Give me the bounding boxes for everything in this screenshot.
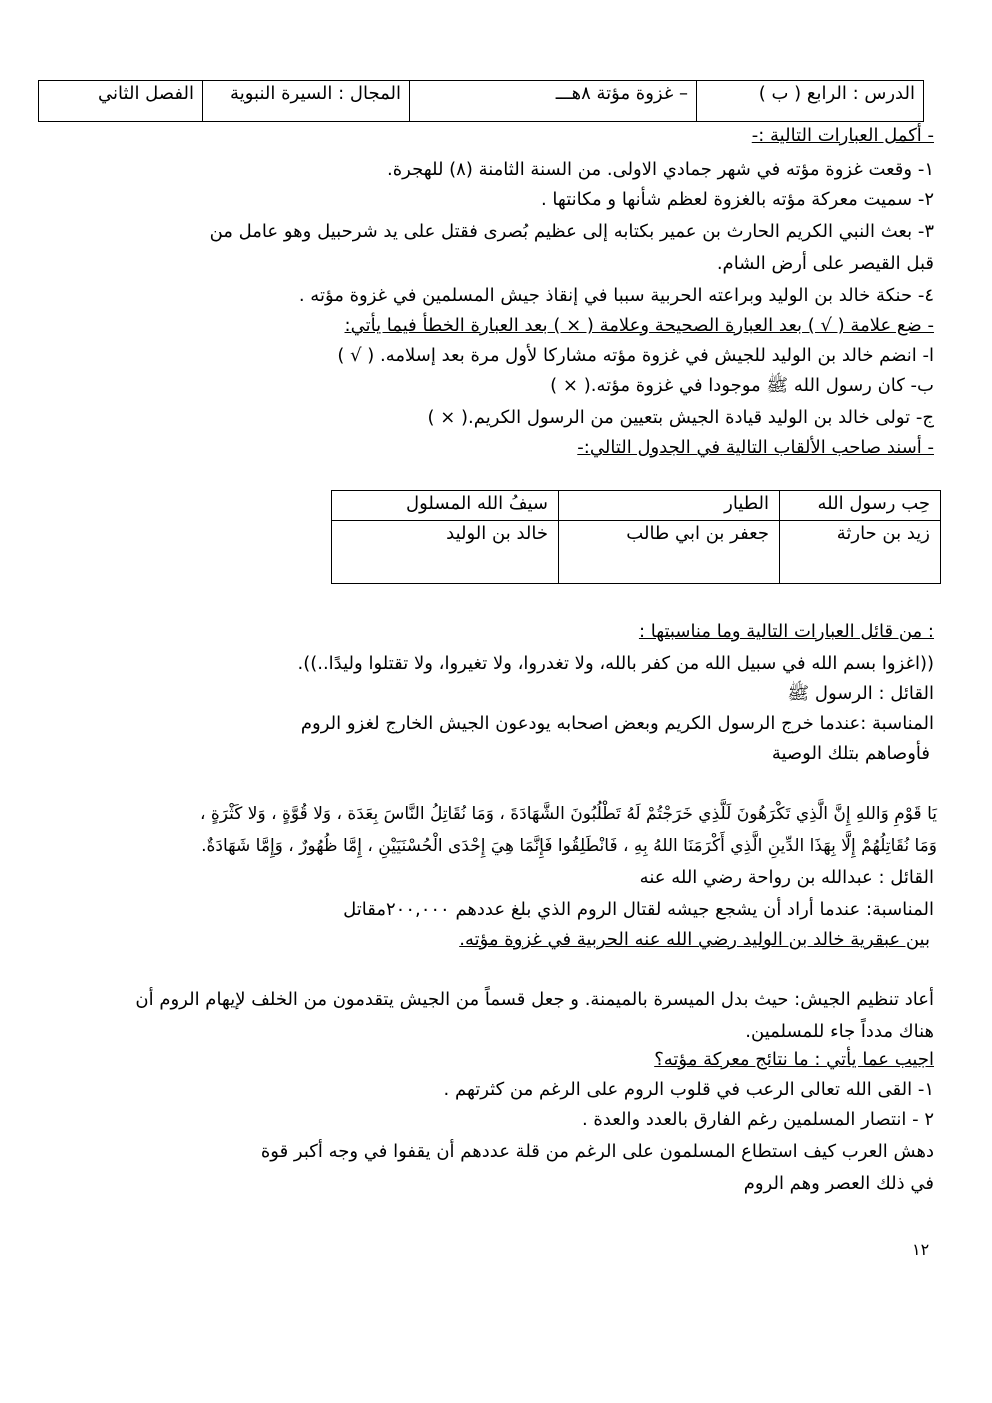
section5-answer-line1: أعاد تنظيم الجيش: حيث بدل الميسرة بالميمنة. و جعل قسماً من الجيش يتقدمون من الخلف لإيهام الروم أن [135, 989, 934, 1010]
section1-q3-line1: ٣- بعث النبي الكريم الحارث بن عمير بكتابه إلى عظيم بُصرى فقتل على يد شرحبيل وهو عامل من [209, 221, 934, 242]
section2-item-a: ا- انضم خالد بن الوليد للجيش في غزوة مؤته مشاركا لأول مرة بعد إسلامه. ( √ ) [337, 345, 934, 366]
section1-q3-line2: قبل القيصر على أرض الشام. [716, 253, 934, 274]
titles-header-cell: سيفُ الله المسلول [332, 491, 559, 521]
quote2-line1: يَا قَوْمِ وَاللهِ إِنَّ الَّذِي تَكْرَهُونَ لَلَّذِي خَرَجْتُمْ لَهُ تَطْلُبُونَ الشَّهَادَةَ ، وَمَا نُقَاتِلُ النَّاسَ بِعَدَة ، وَلا قُوَّةٍ ، وَلا كَثْرَةٍ ، [199, 804, 937, 824]
occasion1-line1: المناسبة :عندما خرج الرسول الكريم وبعض اصحابه يودعون الجيش الخارج لغزو الروم [300, 713, 934, 734]
section1-q2: ٢- سميت معركة مؤته بالغزوة لعظم شأنها و مكانتها . [540, 189, 934, 210]
topic-cell: – غزوة مؤتة ٨هـــ [410, 81, 697, 122]
section1-q4: ٤- حنكة خالد بن الوليد وبراعته الحربية سببا في إنقاذ جيش المسلمين في غزوة مؤته . [298, 285, 934, 306]
titles-answer-cell: جعفر بن ابي طالب [559, 521, 780, 584]
lesson-header-table [38, 80, 924, 122]
semester-cell: الفصل الثاني [39, 81, 203, 122]
section5-title: بين عبقرية خالد بن الوليد رضي الله عنه الحربية في غزوة مؤته. [459, 929, 930, 950]
section1-q1: ١- وقعت غزوة مؤته في شهر جمادي الاولى. من السنة الثامنة (٨) للهجرة. [386, 159, 934, 180]
speaker1: القائل : الرسول ﷺ [787, 683, 934, 704]
occasion1-line2: فأوصاهم بتلك الوصية [771, 743, 930, 764]
section3-title: - أسند صاحب الألقاب التالية في الجدول التالي:- [577, 437, 934, 458]
titles-table [331, 490, 941, 584]
domain-cell: المجال : السيرة النبوية [203, 81, 410, 122]
quote1: ((اغزوا بسم الله في سبيل الله من كفر بالله، ولا تغدروا، ولا تغيروا، ولا تقتلوا وليدًا..)). [297, 653, 934, 674]
section4-title: : من قائل العبارات التالية وما مناسبتها : [638, 621, 934, 642]
section1-title: - أكمل العبارات التالية :- [751, 125, 934, 146]
section2-item-b: ب- كان رسول الله ﷺ موجودا في غزوة مؤته.( × ) [550, 375, 934, 396]
section6-title: اجيب عما يأتي : ما نتائج معركة مؤته؟ [654, 1049, 934, 1070]
section6-result2: ٢ - انتصار المسلمين رغم الفارق بالعدد والعدة . [581, 1109, 934, 1130]
lesson-cell: الدرس : الرابع ( ب ) [697, 81, 924, 122]
section2-title: - ضع علامة ( √ ) بعد العبارة الصحيحة وعلامة ( × ) بعد العبارة الخطأ فيما يأتي: [344, 315, 934, 336]
section2-item-c: ج- تولى خالد بن الوليد قيادة الجيش بتعيين من الرسول الكريم.( × ) [427, 407, 934, 428]
section6-result3-line2: في ذلك العصر وهم الروم [743, 1173, 934, 1194]
page-number: ١٢ [912, 1240, 930, 1259]
titles-header-cell: الطيار [559, 491, 780, 521]
titles-header-cell: حِب رسول الله [780, 491, 941, 521]
section6-result3-line1: دهش العرب كيف استطاع المسلمون على الرغم من قلة عددهم أن يقفوا في وجه أكبر قوة [260, 1141, 934, 1162]
section6-result1: ١- القى الله تعالى الرعب في قلوب الروم على الرغم من كثرتهم . [443, 1079, 934, 1100]
titles-answer-cell: خالد بن الوليد [332, 521, 559, 584]
occasion2: المناسبة: عندما أراد أن يشجع جيشه لقتال الروم الذي بلغ عددهم ٢٠٠,٠٠٠مقاتل [343, 899, 934, 920]
titles-answer-cell: زيد بن حارثة [780, 521, 941, 584]
speaker2: القائل : عبدالله بن رواحة رضي الله عنه [639, 867, 934, 888]
quote2-line2: وَمَا نُقَاتِلُهُمْ إِلَّا بِهَذَا الدِّينِ الَّذِي أَكْرَمَنَا اللهُ بِهِ ، فَانْطَلِقُوا فَإِنَّمَا هِيَ إِحْدَى الْحُسْنَيَيْنِ ، إِمَّا ظُهُورٌ ، وَإِمَّا شَهَادَةٌ. [201, 836, 937, 856]
section5-answer-line2: هناك مدداً جاء للمسلمين. [745, 1021, 934, 1042]
